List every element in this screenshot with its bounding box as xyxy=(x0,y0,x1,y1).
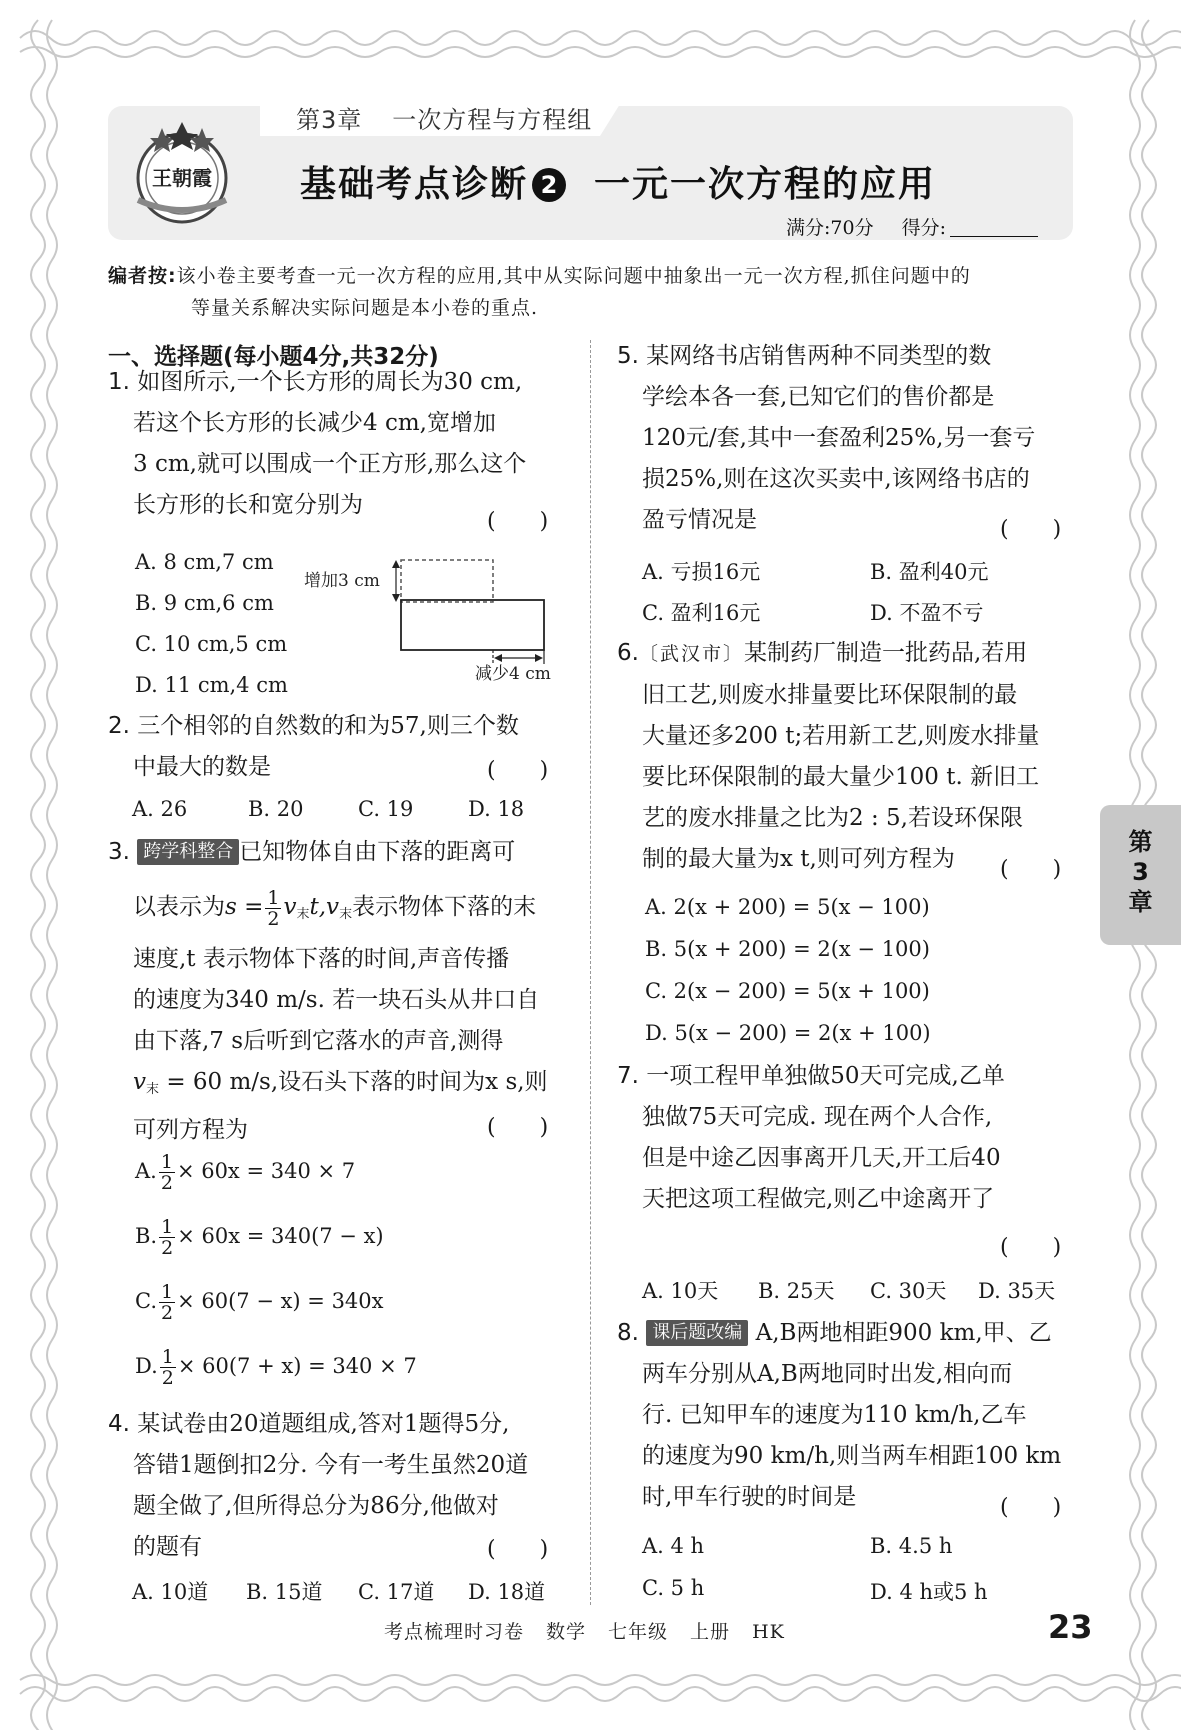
q3-d-expr: × 60(7 + x) = 340 × 7 xyxy=(177,1354,417,1378)
q6-number: 6. xyxy=(617,640,639,666)
q3-line5: 由下落,7 s后听到它落水的声音,测得 xyxy=(133,1028,504,1054)
q3-b-fraction xyxy=(159,1217,175,1258)
q3-sub-1: 末 xyxy=(296,907,310,922)
q3-c-label: C. xyxy=(135,1289,157,1313)
chapter-title: 一次方程与方程组 xyxy=(392,106,593,134)
q2-line1: 三个相邻的自然数的和为57,则三个数 xyxy=(137,713,519,739)
side-tab-char-3: 章 xyxy=(1128,888,1153,916)
fraction-top: 1 xyxy=(161,1281,174,1303)
chapter-label xyxy=(296,100,622,135)
q5-line1: 某网络书店销售两种不同类型的数 xyxy=(646,343,992,369)
q8-line1: A,B两地相距900 km,甲、乙 xyxy=(755,1320,1052,1346)
q6-line1: 某制药厂制造一批药品,若用 xyxy=(743,640,1028,666)
q8-option-d: D. 4 h或5 h xyxy=(870,1580,988,1604)
fraction-top: 1 xyxy=(161,1346,174,1368)
q3-line6-b: = 60 m/s,设石头下落的时间为x s,则 xyxy=(159,1069,548,1095)
question-7 xyxy=(617,1056,1087,1220)
q7-line2: 独做75天可完成. 现在两个人合作, xyxy=(642,1104,993,1130)
question-6 xyxy=(617,633,1087,880)
q7-line3: 但是中途乙因事离开几天,开工后40 xyxy=(642,1145,1001,1171)
q5-line5: 盈亏情况是 xyxy=(642,507,757,533)
q8-line4: 的速度为90 km/h,则当两车相距100 km xyxy=(642,1443,1062,1469)
question-3 xyxy=(108,832,578,1151)
q8-option-b: B. 4.5 h xyxy=(870,1534,953,1558)
q7-answer-paren: ( ) xyxy=(1000,1235,1062,1260)
q4-option-c: C. 17道 xyxy=(358,1580,435,1604)
q1-line1: 如图所示,一个长方形的周长为30 cm, xyxy=(137,369,523,395)
q4-option-a: A. 10道 xyxy=(132,1580,209,1604)
q3-tag: 跨学科整合 xyxy=(137,839,239,865)
q3-line6 xyxy=(108,1062,578,1110)
q3-option-c xyxy=(135,1282,384,1323)
q3-line1: 已知物体自由下落的距离可 xyxy=(239,839,516,865)
q8-tag: 课后题改编 xyxy=(646,1320,748,1346)
q4-option-d: D. 18道 xyxy=(468,1580,546,1604)
q1-option-d: D. 11 cm,4 cm xyxy=(135,673,288,697)
q6-line3: 大量还多200 t;若用新工艺,则废水排量 xyxy=(642,723,1040,749)
q5-number: 5. xyxy=(617,343,639,369)
footer-edition: HK xyxy=(752,1621,785,1643)
q3-line6-v: v xyxy=(133,1069,146,1095)
score-label: 得分: xyxy=(901,217,947,239)
footer-volume: 上册 xyxy=(690,1621,731,1643)
q2-option-a: A. 26 xyxy=(132,797,188,821)
title-main: 一元一次方程的应用 xyxy=(594,164,937,205)
q5-line2: 学绘本各一套,已知它们的售价都是 xyxy=(642,384,995,410)
footer-book: 考点梳理时习卷 xyxy=(384,1621,525,1643)
q2-line2: 中最大的数是 xyxy=(133,754,271,780)
title-prefix: 基础考点诊断 xyxy=(300,164,529,205)
q6-answer-paren: ( ) xyxy=(1000,857,1062,882)
q6-line4: 要比环保限制的最大量少100 t. 新旧工 xyxy=(642,764,1040,790)
note-line1: 该小卷主要考查一元一次方程的应用,其中从实际问题中抽象出一元一次方程,抓住问题中的 xyxy=(176,265,971,287)
q8-option-c: C. 5 h xyxy=(642,1576,705,1600)
q3-option-b xyxy=(135,1217,384,1258)
q6-option-d: D. 5(x − 200) = 2(x + 100) xyxy=(645,1021,931,1045)
footer-subject: 数学 xyxy=(546,1621,587,1643)
page-title xyxy=(300,156,936,207)
q6-option-a: A. 2(x + 200) = 5(x − 100) xyxy=(645,895,930,919)
fraction-bottom: 2 xyxy=(160,1172,173,1194)
score-line xyxy=(786,213,1038,240)
publisher-logo xyxy=(128,120,236,228)
q1-number: 1. xyxy=(108,369,130,395)
q3-option-a xyxy=(135,1152,355,1193)
q2-option-c: C. 19 xyxy=(358,797,414,821)
q5-answer-paren: ( ) xyxy=(1000,517,1062,542)
q8-line3: 行. 已知甲车的速度为110 km/h,乙车 xyxy=(642,1402,1027,1428)
q7-option-a: A. 10天 xyxy=(642,1279,719,1303)
fraction-bottom: 2 xyxy=(267,907,280,930)
logo-text: 王朝霞 xyxy=(152,166,212,190)
side-tab-char-1: 第 xyxy=(1128,828,1153,856)
q8-option-a: A. 4 h xyxy=(642,1534,705,1558)
note-line2: 等量关系解决实际问题是本小卷的重点. xyxy=(191,297,539,319)
q1-line4: 长方形的长和宽分别为 xyxy=(133,492,363,518)
title-number: 2 xyxy=(532,168,566,202)
q6-source-city: 〔武汉市〕 xyxy=(638,643,744,665)
q8-answer-paren: ( ) xyxy=(1000,1495,1062,1520)
page-footer xyxy=(384,1617,807,1644)
q6-line2: 旧工艺,则废水排量要比环保限制的最 xyxy=(642,682,1018,708)
q3-a-label: A. xyxy=(135,1159,157,1183)
q3-line4: 的速度为340 m/s. 若一块石头从井口自 xyxy=(133,987,540,1013)
fraction-bottom: 2 xyxy=(161,1367,174,1389)
q4-answer-paren: ( ) xyxy=(487,1537,549,1562)
q3-half-fraction xyxy=(265,888,281,929)
question-5 xyxy=(617,336,1087,541)
q3-line2-v: v xyxy=(283,894,297,920)
q1-answer-paren: ( ) xyxy=(487,509,549,534)
q3-sub-3: 末 xyxy=(146,1082,160,1097)
fraction-bottom: 2 xyxy=(161,1237,174,1259)
q7-line4: 天把这项工程做完,则乙中途离开了 xyxy=(642,1186,995,1212)
q6-line6: 制的最大量为x t,则可列方程为 xyxy=(642,846,955,872)
q6-option-c: C. 2(x − 200) = 5(x + 100) xyxy=(645,979,930,1003)
q3-line2-a: 以表示为 xyxy=(133,894,225,920)
q5-option-b: B. 盈利40元 xyxy=(870,560,989,584)
q6-line5: 艺的废水排量之比为2 : 5,若设环保限 xyxy=(642,805,1023,831)
q3-d-fraction xyxy=(160,1347,176,1388)
q6-option-b: B. 5(x + 200) = 2(x − 100) xyxy=(645,937,930,961)
q4-line2: 答错1题倒扣2分. 今有一考生虽然20道 xyxy=(133,1452,529,1478)
q2-number: 2. xyxy=(108,713,130,739)
chapter-side-tab xyxy=(1100,805,1181,945)
fraction-top: 1 xyxy=(267,886,280,909)
q2-option-b: B. 20 xyxy=(248,797,304,821)
q3-line3: 速度,t 表示物体下落的时间,声音传播 xyxy=(133,946,510,972)
fig-decrease-label: 减少4 cm xyxy=(475,664,551,684)
q3-c-fraction xyxy=(159,1282,175,1323)
fraction-top: 1 xyxy=(160,1151,173,1173)
q3-d-label: D. xyxy=(135,1354,158,1378)
q3-option-d xyxy=(135,1347,417,1388)
q1-option-c: C. 10 cm,5 cm xyxy=(135,632,288,656)
q3-line2-d: 表示物体下落的末 xyxy=(352,894,537,920)
q4-number: 4. xyxy=(108,1411,130,1437)
q5-option-c: C. 盈利16元 xyxy=(642,601,761,625)
q5-option-a: A. 亏损16元 xyxy=(642,560,761,584)
footer-grade: 七年级 xyxy=(608,1621,669,1643)
q3-line2-t: t,v xyxy=(309,894,340,920)
side-tab-char-2: 3 xyxy=(1132,858,1149,886)
chapter-number: 第3章 xyxy=(296,106,363,134)
fraction-bottom: 2 xyxy=(161,1302,174,1324)
q2-answer-paren: ( ) xyxy=(487,758,549,783)
editor-note xyxy=(108,260,1078,324)
score-blank xyxy=(950,218,1038,237)
q4-option-b: B. 15道 xyxy=(246,1580,323,1604)
question-8 xyxy=(617,1313,1087,1518)
question-1 xyxy=(108,362,578,526)
q1-line2: 若这个长方形的长减少4 cm,宽增加 xyxy=(133,410,496,436)
q5-line3: 120元/套,其中一套盈利25%,另一套亏 xyxy=(642,425,1036,451)
q4-line1: 某试卷由20道题组成,答对1题得5分, xyxy=(137,1411,510,1437)
q7-option-d: D. 35天 xyxy=(978,1279,1056,1303)
fig-increase-label: 增加3 cm xyxy=(304,571,380,591)
q3-a-expr: × 60x = 340 × 7 xyxy=(176,1159,356,1183)
q2-option-d: D. 18 xyxy=(468,797,525,821)
q1-option-a: A. 8 cm,7 cm xyxy=(135,550,274,574)
q7-line1: 一项工程甲单独做50天可完成,乙单 xyxy=(646,1063,1005,1089)
q1-line3: 3 cm,就可以围成一个正方形,那么这个 xyxy=(133,451,527,477)
q7-option-c: C. 30天 xyxy=(870,1279,947,1303)
page-number: 23 xyxy=(1048,1608,1093,1646)
q3-a-fraction xyxy=(159,1152,175,1193)
q1-option-b: B. 9 cm,6 cm xyxy=(135,591,274,615)
q5-line4: 损25%,则在这次买卖中,该网络书店的 xyxy=(642,466,1030,492)
q3-number: 3. xyxy=(108,839,130,865)
q3-line2-s: s = xyxy=(225,894,264,920)
q3-sub-2: 末 xyxy=(339,907,353,922)
q8-number: 8. xyxy=(617,1320,639,1346)
q3-answer-paren: ( ) xyxy=(487,1115,549,1140)
q7-option-b: B. 25天 xyxy=(758,1279,835,1303)
note-label: 编者按: xyxy=(108,265,177,287)
fraction-top: 1 xyxy=(161,1216,174,1238)
column-divider xyxy=(590,340,591,1605)
section-heading: 一、选择题(每小题4分,共32分) xyxy=(108,344,439,370)
q4-line3: 题全做了,但所得总分为86分,他做对 xyxy=(133,1493,499,1519)
q3-line2 xyxy=(108,883,578,939)
q3-b-expr: × 60x = 340(7 − x) xyxy=(177,1224,384,1248)
q8-line5: 时,甲车行驶的时间是 xyxy=(642,1484,857,1510)
q4-line4: 的题有 xyxy=(133,1534,202,1560)
full-score: 满分:70分 xyxy=(786,217,874,239)
q3-c-expr: × 60(7 − x) = 340x xyxy=(177,1289,384,1313)
q7-number: 7. xyxy=(617,1063,639,1089)
q3-b-label: B. xyxy=(135,1224,158,1248)
q8-line2: 两车分别从A,B两地同时出发,相向而 xyxy=(642,1361,1013,1387)
q5-option-d: D. 不盈不亏 xyxy=(870,601,984,625)
rectangle-figure xyxy=(300,552,580,692)
q3-line7: 可列方程为 xyxy=(133,1117,248,1143)
